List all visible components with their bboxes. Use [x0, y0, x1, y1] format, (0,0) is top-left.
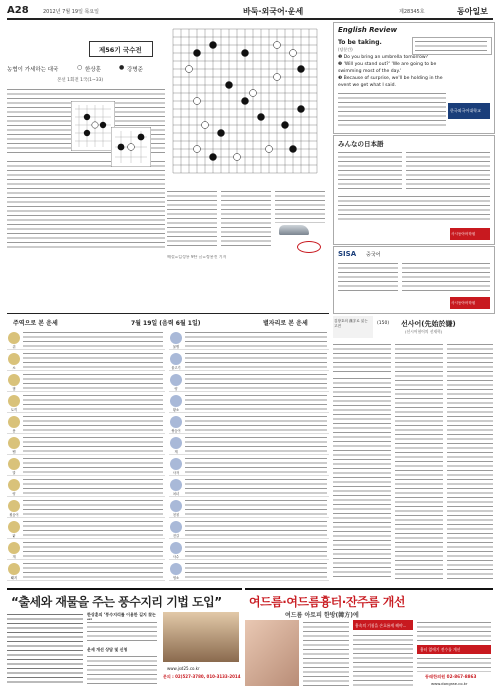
- column-body-text: [333, 376, 391, 580]
- zodiac-icon: [170, 500, 182, 512]
- fengshui-contact: 문의 : 02)527-3780, 010-3133-2014: [163, 674, 241, 679]
- fortune-text: [23, 456, 163, 474]
- clinic-body-text: [417, 620, 491, 642]
- zodiac-icon: [8, 458, 20, 470]
- clinic-sub: 여드름 아토피 한방(韓方)에: [285, 612, 359, 619]
- zodiac-label: 황소: [172, 408, 180, 412]
- zodiac-label: 원숭이: [9, 513, 19, 517]
- fortune-row: [169, 560, 329, 581]
- black-stone: [226, 82, 233, 89]
- zodiac-icon: [8, 332, 20, 344]
- zodiac-label: 용: [12, 429, 16, 433]
- fortune-text: [23, 498, 163, 516]
- white-stone: [194, 98, 201, 105]
- fortune-text: [23, 540, 163, 558]
- fengshui-advert: [7, 588, 242, 688]
- zodiac-icon: [170, 458, 182, 470]
- baduk-credit: 해설=김성룡 9단 글=정용진 기자: [167, 255, 227, 259]
- black-stone: [242, 50, 249, 57]
- english-logo: 한국외국어대학교: [450, 108, 481, 113]
- black-stone: [218, 130, 225, 137]
- fortune-text: [185, 330, 327, 348]
- fortune-text: [23, 351, 163, 369]
- masthead: [7, 5, 493, 17]
- fortune-row: [169, 413, 329, 434]
- chinese-lesson: [333, 246, 495, 314]
- fengshui-headline: “출세와 재물을 주는 풍수지리 기법 도입”: [11, 595, 222, 609]
- fortune-text: [185, 519, 327, 537]
- black-stone: [194, 50, 201, 57]
- fortune-text: [23, 414, 163, 432]
- fortune-row: [169, 476, 329, 497]
- baduk-commentary-text: [167, 189, 217, 249]
- skin-clinic-advert: [245, 588, 493, 688]
- zodiac-label: 돼지: [10, 576, 18, 580]
- fortune-row: [7, 434, 165, 455]
- baduk-commentary-text: [221, 189, 271, 249]
- english-notes-text: [338, 91, 446, 129]
- newspaper-logo: 동아일보: [457, 6, 488, 16]
- white-stone: [186, 66, 193, 73]
- english-answer-text: [415, 39, 487, 51]
- masthead-rule: [7, 18, 493, 20]
- fortune-text: [185, 456, 327, 474]
- baduk-title: 제56기 국수전: [99, 46, 142, 54]
- column-quote-text: [333, 342, 391, 372]
- clinic-box2-label: 흉터 없애기 전수를 개선: [420, 647, 461, 652]
- english-lesson-heading: To be taking.: [338, 39, 382, 46]
- edition-number: 제28345호: [399, 9, 425, 15]
- zodiac-label: 전갈: [172, 534, 180, 538]
- chinese-text: [338, 261, 398, 293]
- fortune-row: [7, 371, 165, 392]
- fortune-row: [169, 434, 329, 455]
- fortune-row: [169, 497, 329, 518]
- column-body-text: [447, 342, 493, 580]
- zodiac-label: 염소: [172, 576, 180, 580]
- fengshui-sub2: 운세 개선 상담 및 신청: [87, 647, 128, 652]
- fortune-text: [185, 477, 327, 495]
- fortune-row: [169, 392, 329, 413]
- baduk-black-mark: ●: [119, 64, 125, 71]
- clinic-photo: [245, 620, 299, 686]
- fortune-row: [169, 539, 329, 560]
- fortune-row: [169, 518, 329, 539]
- black-stone: [282, 122, 289, 129]
- fortune-text: [23, 393, 163, 411]
- fengshui-body-text: [87, 620, 157, 644]
- white-stone: [274, 42, 281, 49]
- zodiac-label: 뱀: [12, 450, 16, 454]
- zodiac-icon: [8, 500, 20, 512]
- clinic-body-text: [353, 633, 413, 686]
- zodiac-icon: [170, 374, 182, 386]
- english-example-3: ❸ Because of surprise, we'll be holding in the: [338, 76, 443, 81]
- zodiac-label: 처녀: [172, 492, 180, 496]
- japanese-lesson: [333, 135, 495, 245]
- zodiac-label: 사수: [172, 555, 180, 559]
- fortune-text: [185, 351, 327, 369]
- black-stone: [298, 106, 305, 113]
- fortune-text: [185, 435, 327, 453]
- zodiac-label: 물병: [172, 345, 180, 349]
- fengshui-body-text: [87, 654, 157, 686]
- fortune-row: [169, 329, 329, 350]
- baduk-white-player: 강병준: [127, 67, 143, 73]
- zodiac-label: 개: [12, 555, 16, 559]
- fengshui-sub1: 한상훈의 ‘풍수지리를 이용한 길지 찾는: [87, 612, 156, 617]
- baduk-commentary-text: [275, 189, 325, 223]
- fortune-text: [185, 414, 327, 432]
- fortune-text: [185, 540, 327, 558]
- zodiac-label: 범: [12, 387, 16, 391]
- zodiac-label: 토끼: [10, 408, 18, 412]
- zodiac-icon: [170, 416, 182, 428]
- zodiac-icon: [8, 353, 20, 365]
- black-stone: [210, 154, 217, 161]
- english-title: English Review: [338, 26, 398, 34]
- fortune-section: [7, 313, 329, 583]
- fortune-row: [7, 350, 165, 371]
- fortune-text: [23, 435, 163, 453]
- column-body-text: [395, 342, 443, 580]
- zodiac-label: 사자: [172, 471, 180, 475]
- fortune-text: [185, 498, 327, 516]
- baduk-section: [7, 21, 329, 311]
- black-stone: [298, 66, 305, 73]
- fortune-row: [7, 392, 165, 413]
- clinic-contact: 동래한의원 02-867-8863: [425, 674, 477, 679]
- zodiac-icon: [170, 563, 182, 575]
- zodiac-label: 닭: [12, 534, 16, 538]
- japanese-title: みんなの日本語: [338, 140, 384, 148]
- zodiac-icon: [8, 374, 20, 386]
- zodiac-icon: [8, 563, 20, 575]
- japanese-text: [338, 150, 402, 190]
- fortune-title-left: 주역으로 본 운세: [13, 320, 58, 327]
- fengshui-portrait: [163, 612, 239, 662]
- white-stone: [234, 154, 241, 161]
- page-number: A28: [7, 5, 29, 16]
- section-title: 바둑·외국어·운세: [243, 7, 304, 16]
- white-stone: [290, 50, 297, 57]
- clinic-box1-label: 흉속의 기침을 손흐름게 해야...: [355, 623, 407, 628]
- zodiac-label: 말: [12, 471, 16, 475]
- chinese-subtitle: 중국어: [366, 252, 381, 258]
- fortune-text: [23, 330, 163, 348]
- fortune-row: [7, 329, 165, 350]
- fortune-row: [169, 350, 329, 371]
- go-board: [167, 23, 325, 185]
- fortune-row: [169, 371, 329, 392]
- fortune-text: [23, 561, 163, 579]
- column-label: 김창호의 漢字로 읽는 고전: [334, 319, 368, 328]
- car-advert: [275, 221, 327, 255]
- white-stone: [194, 146, 201, 153]
- black-stone: [258, 114, 265, 121]
- baduk-commentary-text: [7, 159, 165, 251]
- zodiac-label: 천칭: [172, 513, 180, 517]
- column-subtitle: (선시어혐어의 선재혁): [405, 329, 443, 334]
- fortune-row: [7, 476, 165, 497]
- english-example-3b: event we get what I said.: [338, 83, 397, 88]
- white-stone: [202, 122, 209, 129]
- go-diagram-variation: [111, 127, 151, 167]
- black-stone: [290, 146, 297, 153]
- fortune-right-list: [169, 329, 329, 581]
- white-stone: [266, 146, 273, 153]
- clinic-body-text: [417, 656, 491, 672]
- chinese-title: SISA: [338, 250, 357, 258]
- kia-logo: [297, 241, 321, 253]
- clinic-headline: 여드름·여드름흉터·잔주름 개선: [249, 595, 405, 609]
- go-diagram-reference: [71, 101, 115, 151]
- fortune-row: [7, 413, 165, 434]
- zodiac-icon: [170, 542, 182, 554]
- baduk-white-mark: ○: [77, 64, 83, 71]
- zodiac-icon: [8, 437, 20, 449]
- zodiac-icon: [170, 332, 182, 344]
- clinic-body-text: [303, 620, 349, 686]
- zodiac-label: 양: [174, 387, 178, 391]
- zodiac-icon: [8, 479, 20, 491]
- zodiac-icon: [8, 521, 20, 533]
- fortune-title-right: 별자리로 본 운세: [263, 320, 308, 327]
- column-issue: (150): [377, 321, 390, 326]
- zodiac-label: 쥐: [12, 345, 16, 349]
- baduk-black-player: 한상훈: [85, 67, 101, 73]
- japanese-text: [338, 194, 490, 222]
- black-stone: [242, 98, 249, 105]
- fortune-row: [7, 497, 165, 518]
- classics-column: [333, 316, 493, 584]
- baduk-subtitle: 농협이 가세하는 대국: [7, 67, 59, 73]
- zodiac-label: 물고기: [171, 366, 181, 370]
- car-image: [279, 225, 309, 235]
- column-title: 선사어(先始於嫌): [401, 320, 456, 328]
- issue-date: 2012년 7월 19일 목요일: [43, 9, 100, 15]
- fortune-text: [23, 519, 163, 537]
- zodiac-icon: [170, 521, 182, 533]
- clinic-web: www.dongrae.co.kr: [431, 681, 468, 686]
- fengshui-body-text: [7, 612, 83, 686]
- japanese-text: [406, 150, 490, 190]
- white-stone: [250, 90, 257, 97]
- zodiac-label: 게: [174, 450, 178, 454]
- zodiac-icon: [8, 395, 20, 407]
- fortune-row: [7, 518, 165, 539]
- baduk-move-range: 본선 1회전 1국(1~33): [57, 78, 104, 83]
- fortune-row: [7, 539, 165, 560]
- fortune-row: [7, 560, 165, 581]
- black-stone: [210, 42, 217, 49]
- zodiac-icon: [8, 542, 20, 554]
- zodiac-label: 양: [12, 492, 16, 496]
- fortune-text: [23, 372, 163, 390]
- zodiac-icon: [170, 353, 182, 365]
- fortune-row: [7, 455, 165, 476]
- japanese-ad-label: 사시동아어학원: [451, 232, 476, 236]
- fortune-text: [185, 393, 327, 411]
- fortune-date: 7월 19일 (음력 6월 1일): [131, 320, 201, 327]
- english-example-2b: swimming most of the day.': [338, 69, 402, 74]
- english-lesson-sub: (당분간): [338, 47, 353, 52]
- english-review: [333, 22, 495, 134]
- fengshui-web: www.jsd25.co.kr: [167, 666, 200, 671]
- english-example-2: ❷ 'Will you stand out?' 'We are going to be: [338, 62, 437, 67]
- chinese-text: [402, 261, 490, 293]
- zodiac-icon: [170, 395, 182, 407]
- fortune-text: [185, 372, 327, 390]
- white-stone: [274, 74, 281, 81]
- zodiac-icon: [8, 416, 20, 428]
- fortune-row: [169, 455, 329, 476]
- fortune-rule: [7, 313, 329, 314]
- fortune-text: [185, 561, 327, 579]
- zodiac-label: 쌍둥이: [171, 429, 181, 433]
- zodiac-icon: [170, 479, 182, 491]
- fortune-text: [23, 477, 163, 495]
- zodiac-label: 소: [12, 366, 16, 370]
- chinese-ad-label: 사시동아어학원: [451, 301, 476, 305]
- fortune-left-list: [7, 329, 165, 581]
- english-example-1: ❶ Do you bring an umbrella tomorrow?: [338, 55, 429, 60]
- zodiac-icon: [170, 437, 182, 449]
